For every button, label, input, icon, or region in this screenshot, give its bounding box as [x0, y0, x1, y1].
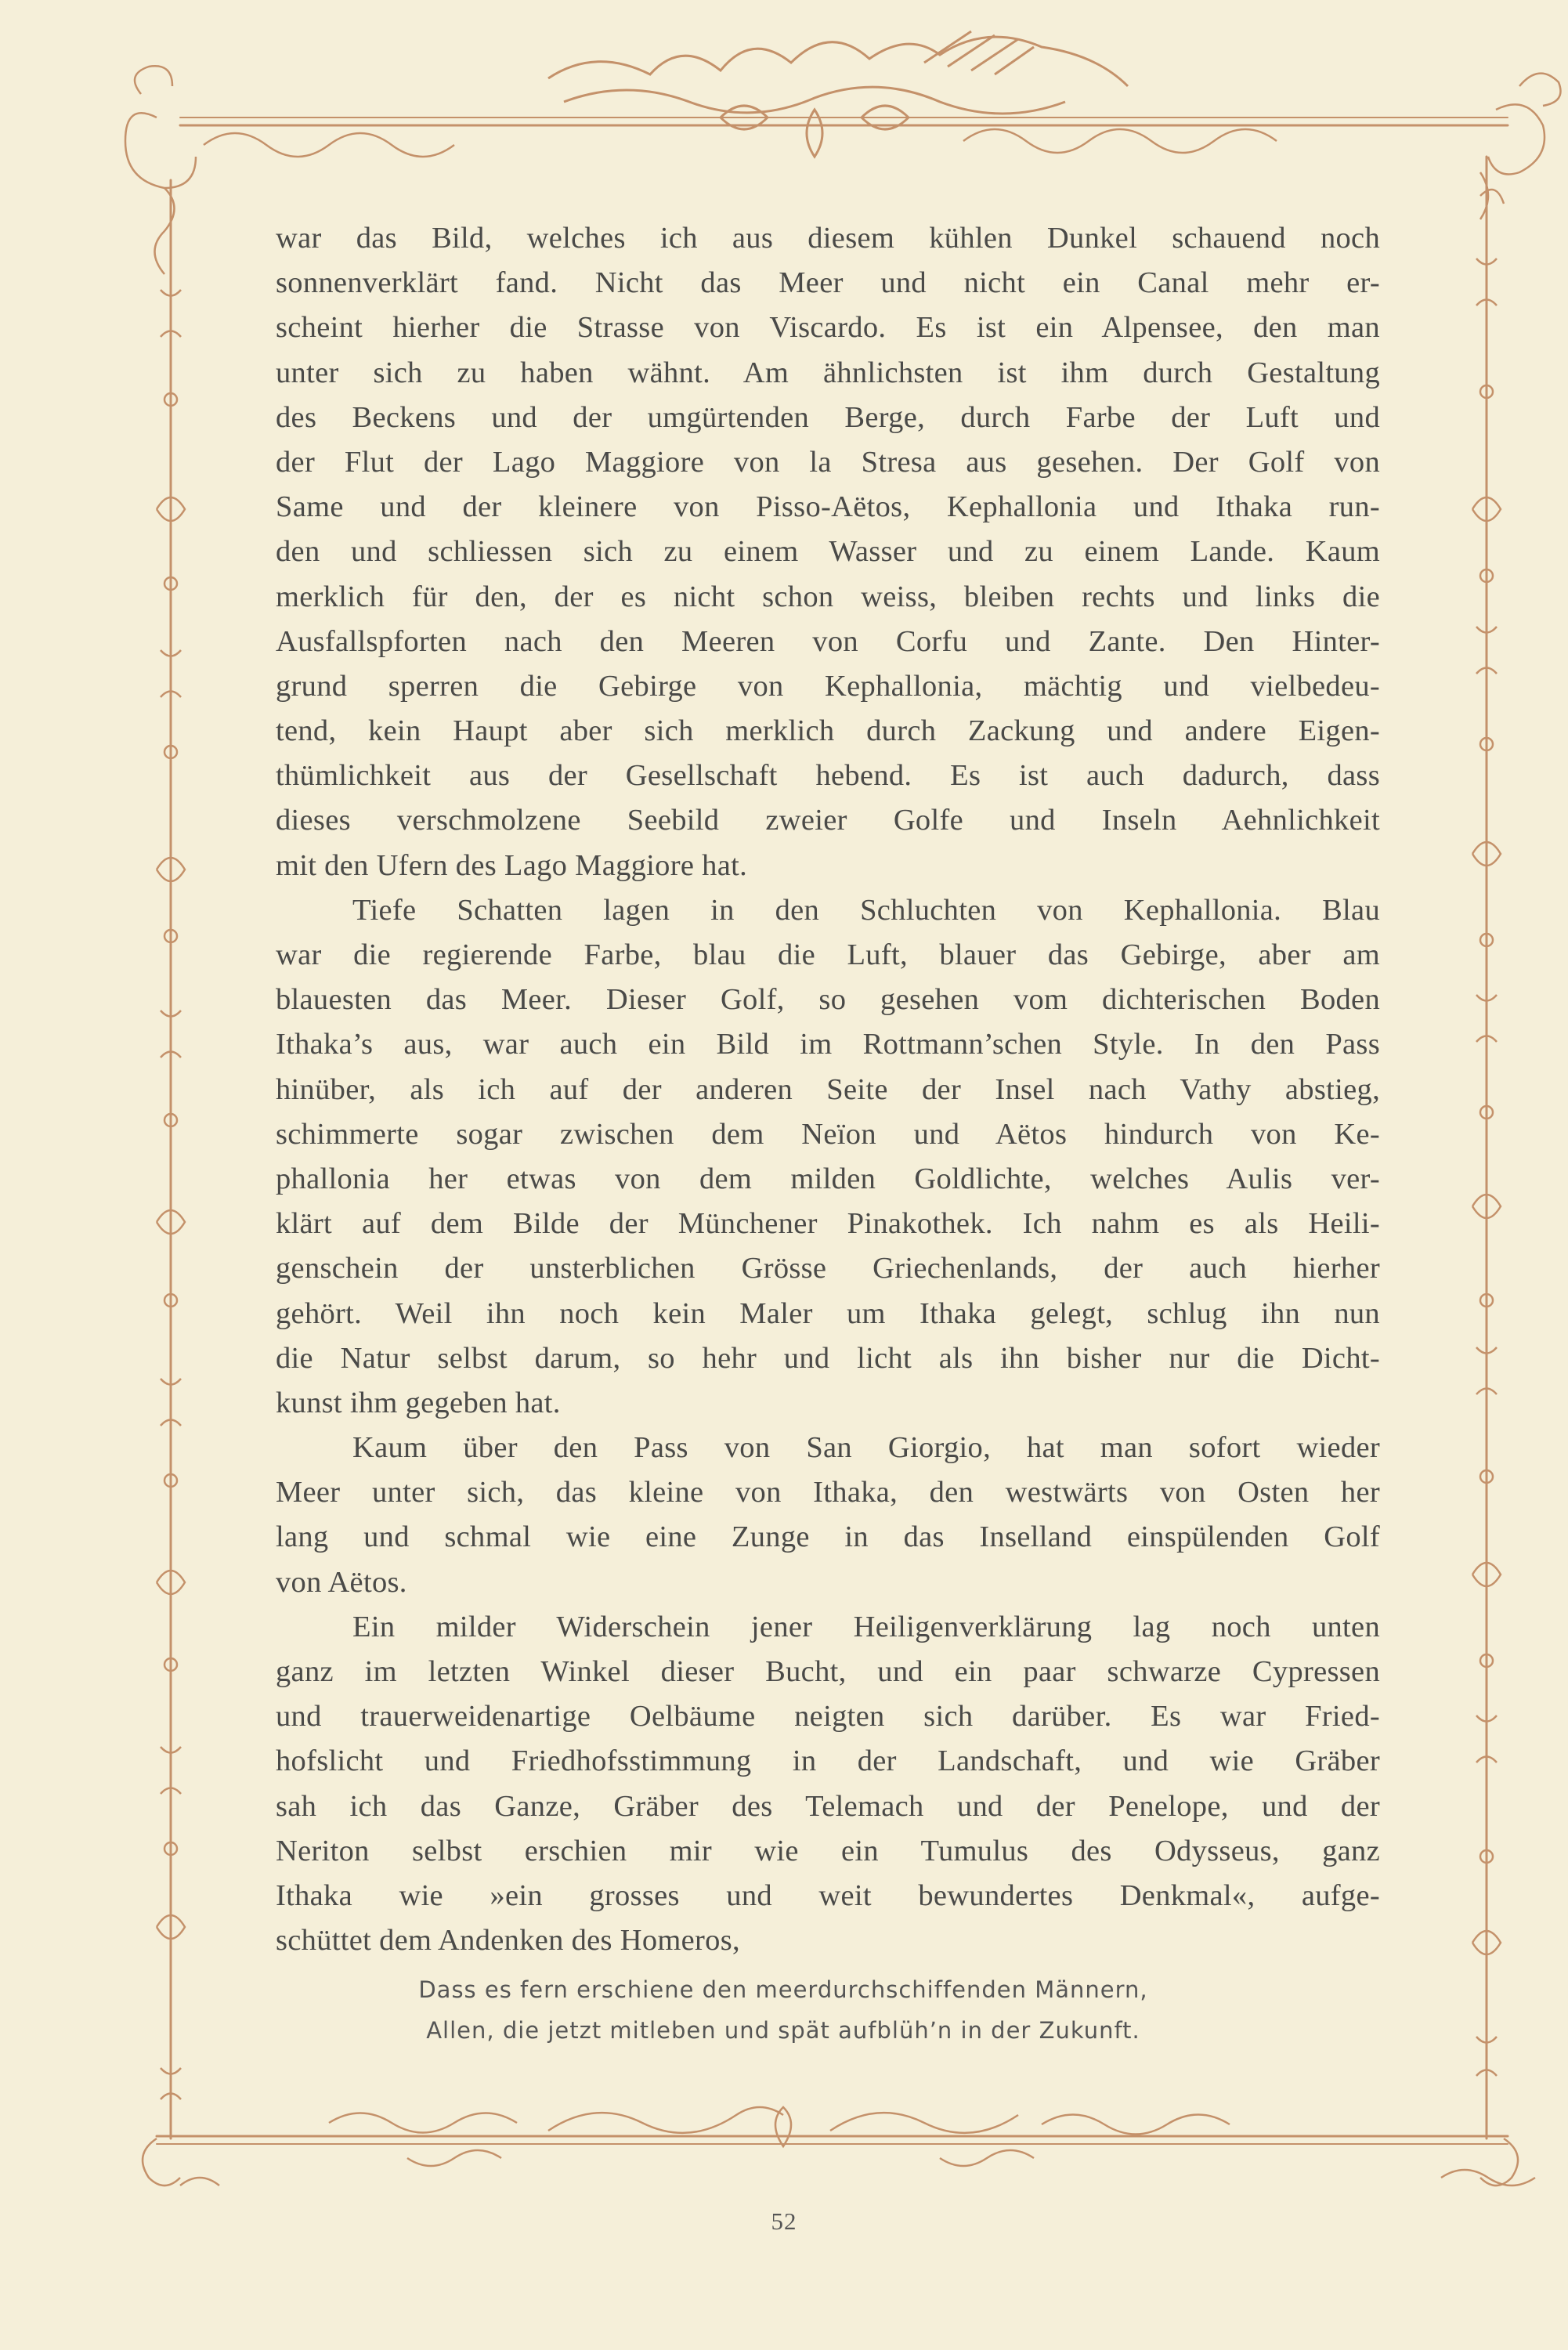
verse-quote [274, 1969, 1292, 2051]
text-line: dieses verschmolzene Seebild zweier Golfe und Inseln Aehnlichkeit [276, 804, 1380, 837]
body-text [276, 216, 1380, 1963]
paragraph-3 [276, 1426, 1380, 1605]
text-line: thümlichkeit aus der Gesellschaft hebend. Es ist auch dadurch, dass [276, 759, 1380, 793]
text-line: lang und schmal wie eine Zunge in das Inselland einspülenden Golf [276, 1520, 1380, 1554]
text-line: Neriton selbst erschien mir wie ein Tumulus des Odysseus, ganz [276, 1834, 1380, 1867]
text-line: phallonia her etwas von dem milden Goldlichte, welches Aulis ver- [276, 1162, 1380, 1195]
bottom-ornaments [143, 2107, 1535, 2186]
text-line: war das Bild, welches ich aus diesem kühlen Dunkel schauend noch [276, 222, 1380, 255]
text-line: Meer unter sich, das kleine von Ithaka, den westwärts von Osten her [276, 1476, 1380, 1509]
text-line: ganz im letzten Winkel dieser Bucht, und ein paar schwarze Cypressen [276, 1655, 1380, 1688]
text-line: war die regierende Farbe, blau die Luft, blauer das Gebirge, aber am [276, 938, 1380, 971]
text-line: genschein der unsterblichen Grösse Griechenlands, der auch hierher [276, 1252, 1380, 1285]
text-line: der Flut der Lago Maggiore von la Stresa aus gesehen. Der Golf von [276, 445, 1380, 479]
text-line: hofslicht und Friedhofsstimmung in der Landschaft, und wie Gräber [276, 1744, 1380, 1778]
verse-line: Allen, die jetzt mitleben und spät aufblüh’n in der Zukunft. [426, 2017, 1140, 2044]
text-line: Ithaka wie »ein grosses und weit bewundertes Denkmal«, aufge- [276, 1878, 1380, 1912]
text-line: blauesten das Meer. Dieser Golf, so gesehen vom dichterischen Boden [276, 983, 1380, 1017]
page-number: 52 [771, 2207, 797, 2235]
text-line: tend, kein Haupt aber sich merklich durch Zackung und andere Eigen- [276, 714, 1380, 748]
text-line: schimmerte sogar zwischen dem Neïon und Aëtos hindurch von Ke- [276, 1117, 1380, 1151]
text-line: klärt auf dem Bilde der Münchener Pinakothek. Ich nahm es als Heili- [276, 1207, 1380, 1241]
text-line: Ein milder Widerschein jener Heiligenverklärung lag noch unten [352, 1610, 1380, 1643]
top-crest-ornament [548, 31, 1128, 157]
text-line: des Beckens und der umgürtenden Berge, durch Farbe der Luft und [276, 400, 1380, 434]
text-line: Same und der kleinere von Pisso-Aëtos, Kephallonia und Ithaka run- [276, 490, 1380, 524]
text-line: kunst ihm gegeben hat. [276, 1386, 561, 1419]
text-line: die Natur selbst darum, so hehr und licht als ihn bisher nur die Dicht- [276, 1341, 1380, 1375]
text-line: grund sperren die Gebirge von Kephallonia, mächtig und vielbedeu- [276, 669, 1380, 703]
text-line: sonnenverklärt fand. Nicht das Meer und nicht ein Canal mehr er- [276, 266, 1380, 300]
paragraph-1 [276, 216, 1380, 888]
text-line: hinüber, als ich auf der anderen Seite der Insel nach Vathy abstieg, [276, 1072, 1380, 1106]
text-line: unter sich zu haben wähnt. Am ähnlichsten ist ihm durch Gestaltung [276, 356, 1380, 389]
text-line: Tiefe Schatten lagen in den Schluchten von Kephallonia. Blau [352, 893, 1380, 927]
text-line: den und schliessen sich zu einem Wasser und zu einem Lande. Kaum [276, 535, 1380, 569]
text-line: mit den Ufern des Lago Maggiore hat. [276, 848, 748, 882]
text-line: und trauerweidenartige Oelbäume neigten sich darüber. Es war Fried- [276, 1700, 1380, 1734]
text-line: Kaum über den Pass von San Giorgio, hat man sofort wieder [352, 1431, 1380, 1465]
text-line: von Aëtos. [276, 1565, 407, 1599]
text-line: schüttet dem Andenken des Homeros, [276, 1924, 740, 1958]
text-line: Ausfallspforten nach den Meeren von Corfu und Zante. Den Hinter- [276, 624, 1380, 658]
text-line: sah ich das Ganze, Gräber des Telemach und der Penelope, und der [276, 1789, 1380, 1823]
text-line: gehört. Weil ihn noch kein Maler um Ithaka gelegt, schlug ihn nun [276, 1296, 1380, 1330]
text-line: merklich für den, der es nicht schon weiss, bleiben rechts und links die [276, 580, 1380, 613]
paragraph-2 [276, 888, 1380, 1426]
paragraph-4 [276, 1605, 1380, 1964]
verse-line: Dass es fern erschiene den meerdurchschiffenden Männern, [418, 1976, 1148, 2003]
text-line: scheint hierher die Strasse von Viscardo. Es ist ein Alpensee, den man [276, 311, 1380, 345]
text-line: Ithaka’s aus, war auch ein Bild im Rottmann’schen Style. In den Pass [276, 1028, 1380, 1061]
